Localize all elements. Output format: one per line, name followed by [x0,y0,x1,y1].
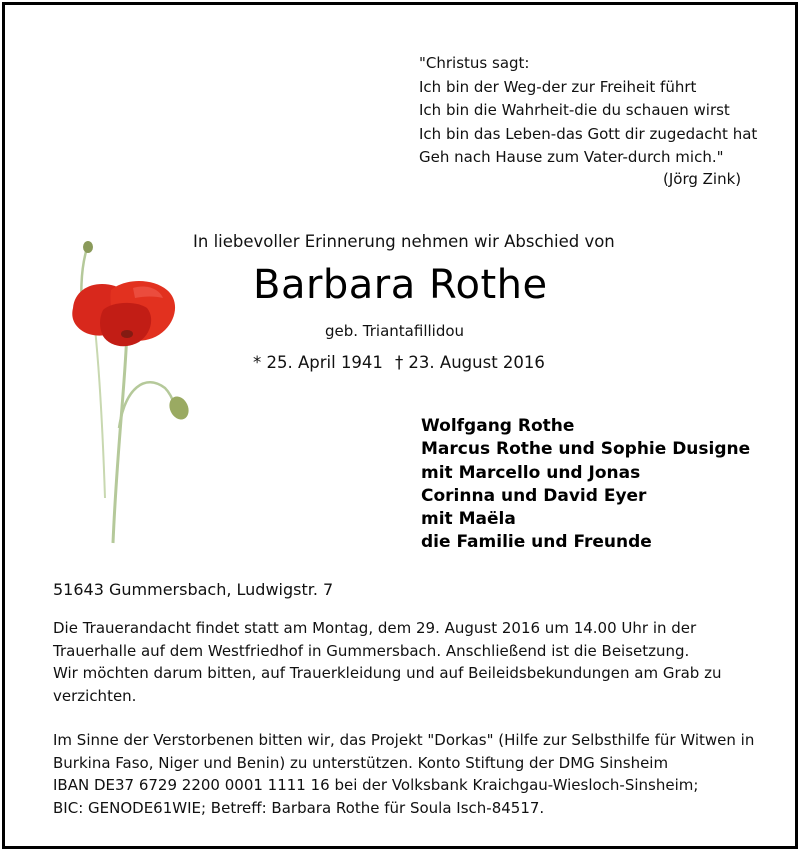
donation-line: BIC: GENODE61WIE; Betreff: Barbara Rothe für Soula Isch-84517. [53,798,545,817]
service-line: verzichten. [53,686,137,705]
death-date: † 23. August 2016 [394,353,545,372]
address: 51643 Gummersbach, Ludwigstr. 7 [53,580,334,599]
life-dates [253,353,545,372]
donation-info [53,729,753,819]
leaf-stem [95,328,105,498]
intro-text: In liebevoller Erinnerung nehmen wir Abschied von [193,232,615,251]
donation-line: IBAN DE37 6729 2200 0001 1111 16 bei der Volksbank Kraichgau-Wiesloch-Sinsheim; [53,776,699,794]
service-line: Wir möchten darum bitten, auf Trauerkleidung und auf Beileidsbekundungen am Grab zu [53,664,722,682]
mourners-list [421,415,750,555]
donation-line: Im Sinne der Verstorbenen bitten wir, das Projekt "Dorkas" (Hilfe zur Selbsthilfe für Witwen in [53,731,755,749]
birth-date: * 25. April 1941 [253,353,383,372]
deceased-name: Barbara Rothe [253,262,548,308]
quote-line: Geh nach Hause zum Vater-durch mich." [419,148,724,166]
donation-line: Burkina Faso, Niger und Benin) zu unterstützen. Konto Stiftung der DMG Sinsheim [53,753,669,772]
mourner-line: Corinna und David Eyer [421,485,647,506]
mourner-line: mit Marcello und Jonas [421,462,641,483]
poppy-center [121,330,133,338]
right-bud [166,393,192,422]
quote-line: Ich bin die Wahrheit-die du schauen wirst [419,101,730,119]
service-line: Die Trauerandacht findet statt am Montag, dem 29. August 2016 um 14.00 Uhr in der [53,619,697,637]
poppy-illustration [55,238,195,548]
bible-quote [419,52,757,170]
service-info [53,617,753,707]
quote-attribution: (Jörg Zink) [663,170,742,188]
quote-line: Ich bin der Weg-der zur Freiheit führt [419,77,697,96]
main-stem [113,330,127,543]
mourner-line: die Familie und Freunde [421,532,652,553]
bud-stem-right [119,382,175,428]
birth-name: geb. Triantafillidou [325,322,465,340]
mourner-line: mit Maëla [421,509,516,530]
mourner-line: Wolfgang Rothe [421,416,575,436]
top-bud [83,241,93,253]
quote-line: "Christus sagt: [419,54,530,72]
service-line: Trauerhalle auf dem Westfriedhof in Gummersbach. Anschließend ist die Beisetzung. [53,641,690,660]
quote-line: Ich bin das Leben-das Gott dir zugedacht hat [419,124,758,143]
mourner-line: Marcus Rothe und Sophie Dusigne [421,439,751,460]
